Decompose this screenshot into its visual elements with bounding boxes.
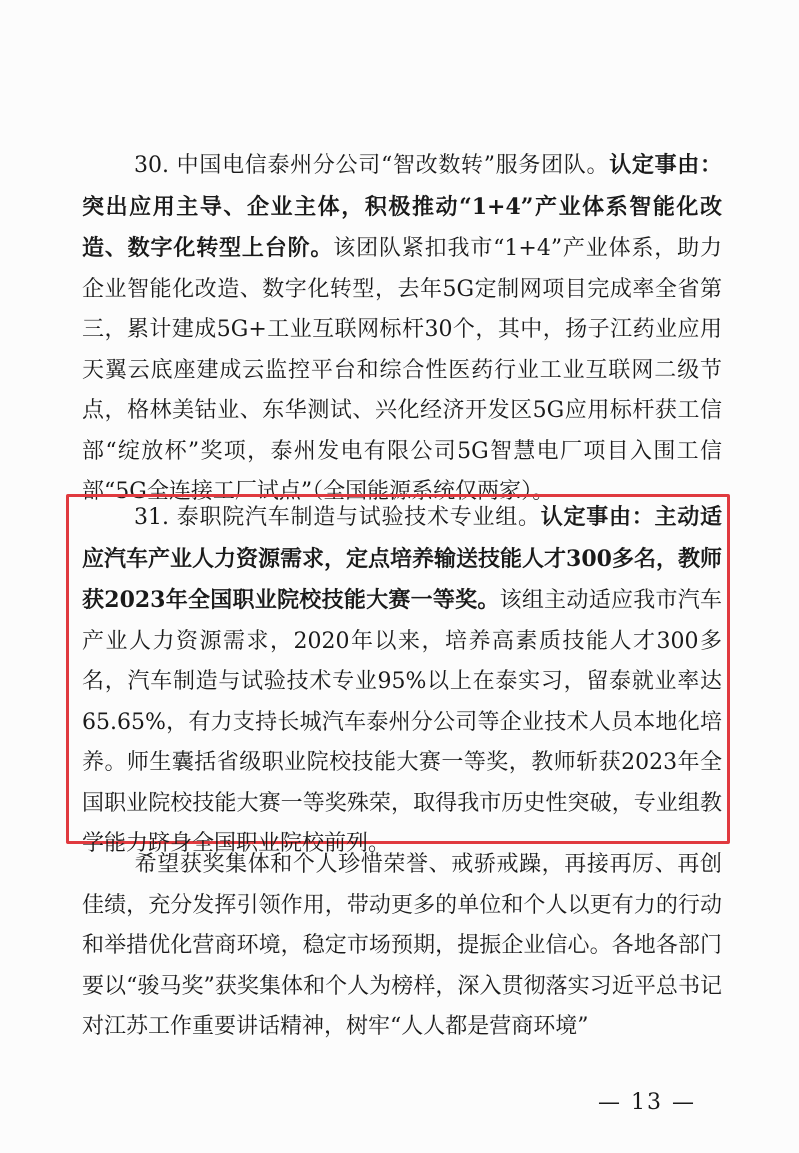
item-30-basis: 认定事由：突出应用主导、企业主体，积极推动“1+4”产业体系智能化改造、数字化转型上台阶。 xyxy=(82,152,722,261)
closing-text: 希望获奖集体和个人珍惜荣誉、戒骄戒躁，再接再厉、再创佳绩，充分发挥引领作用，带动更多的单位和个人以更有力的行动和举措优化营商环境，稳定市场预期，提振企业信心。各地各部门要以“骏马奖”获奖集体和个人为榜样，深入贯彻落实习近平总书记对江苏工作重要讲话精神，树牢“人人都是营商环境” xyxy=(82,852,722,1039)
item-31-basis: 认定事由：主动适应汽车产业人力资源需求，定点培养输送技能人才300多名，教师获2023年全国职业院校技能大赛一等奖。 xyxy=(82,504,722,613)
item-31-title: 31. 泰职院汽车制造与试验技术专业组。 xyxy=(134,505,541,530)
item-30-paragraph xyxy=(82,145,722,513)
item-31-body: 该组主动适应我市汽车产业人力资源需求，2020年以来，培养高素质技能人才300多名，汽车制造与试验技术专业95%以上在泰实习，留泰就业率达65.65%，有力支持长城汽车泰州分公司等企业技术人员本地化培养。师生囊括省级职业院校技能大赛一等奖，教师斩获2023年全国职业院校技能大赛一等奖殊荣，取得我市历史性突破，专业组教学能力跻身全国职业院校前列。 xyxy=(82,588,722,856)
item-31-paragraph xyxy=(82,497,722,865)
item-30-body: 该团队紧扣我市“1+4”产业体系，助力企业智能化改造、数字化转型，去年5G定制网项目完成率全省第三，累计建成5G+工业互联网标杆30个，其中，扬子江药业应用天翼云底座建成云监控平台和综合性医药行业工业互联网二级节点，格林美钴业、东华测试、兴化经济开发区5G应用标杆获工信部“绽放杯”奖项，泰州发电有限公司5G智慧电厂项目入围工信部“5G全连接工厂试点”（全国能源系统仅两家）。 xyxy=(82,236,722,504)
page-number: — 13 — xyxy=(598,1090,696,1115)
item-30-title: 30. 中国电信泰州分公司“智改数转”服务团队。 xyxy=(134,153,610,178)
closing-paragraph xyxy=(82,845,722,1048)
